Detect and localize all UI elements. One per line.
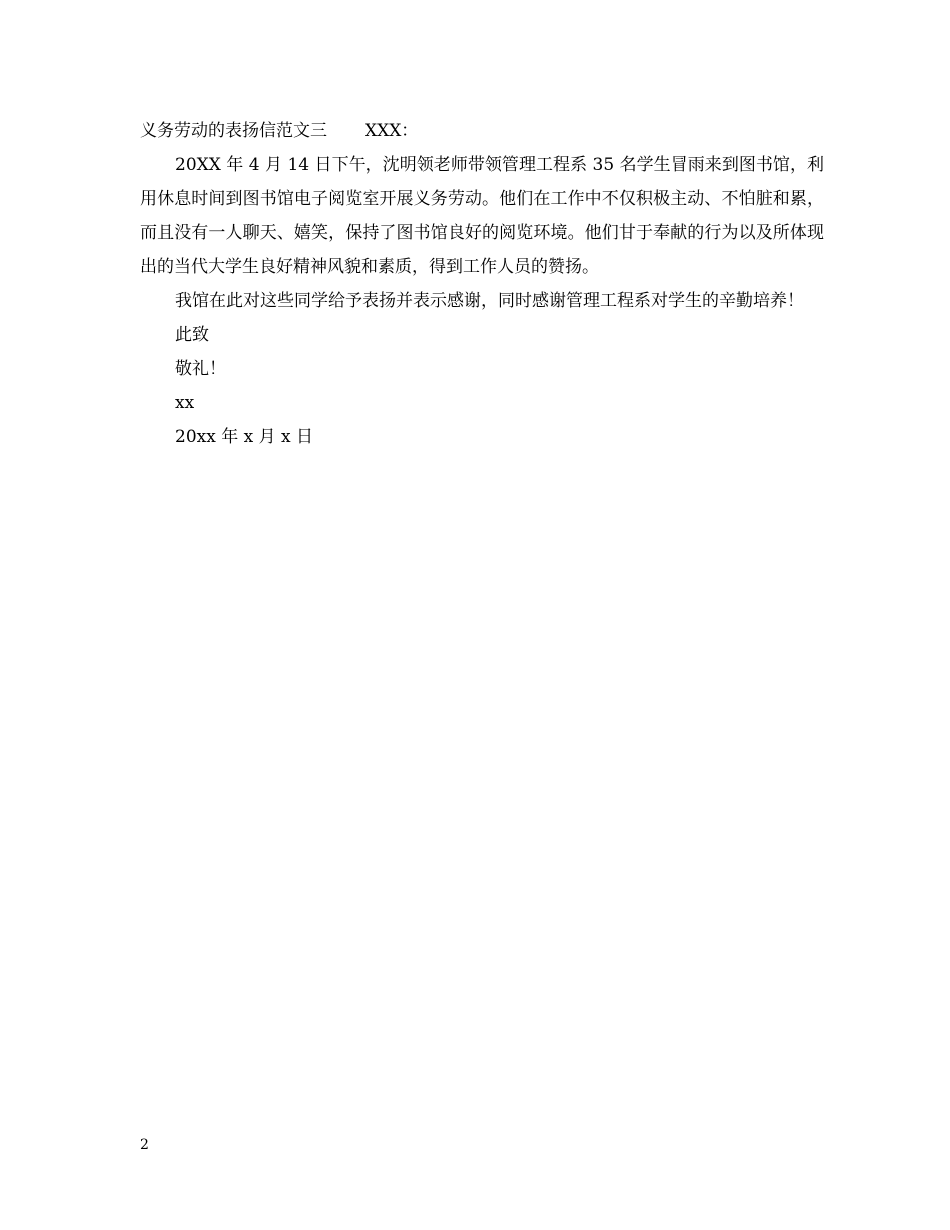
letter-date: 20xx 年 x 月 x 日 <box>175 427 314 447</box>
letter-body <box>140 114 824 454</box>
letter-salutation: XXX： <box>365 121 419 141</box>
letter-heading: 义务劳动的表扬信范文三 <box>140 121 327 141</box>
heading-line <box>140 114 824 148</box>
closing-greeting: 此致 <box>175 325 209 345</box>
closing-salute: 敬礼！ <box>175 359 226 379</box>
signature: xx <box>175 393 195 413</box>
paragraph-2: 我馆在此对这些同学给予表扬并表示感谢，同时感谢管理工程系对学生的辛勤培养！ <box>175 291 804 311</box>
paragraph-1: 20XX 年 4 月 14 日下午，沈明领老师带领管理工程系 35 名学生冒雨来到图书馆，利用休息时间到图书馆电子阅览室开展义务劳动。他们在工作中不仅积极主动、不怕脏和累，而且没有一人聊天、嬉笑，保持了图书馆良好的阅览环境。他们甘于奉献的行为以及所体现出的当代大学生良好精神风貌和素质，得到工作人员的赞扬。 <box>140 155 824 277</box>
page-number: 2 <box>140 1137 149 1153</box>
